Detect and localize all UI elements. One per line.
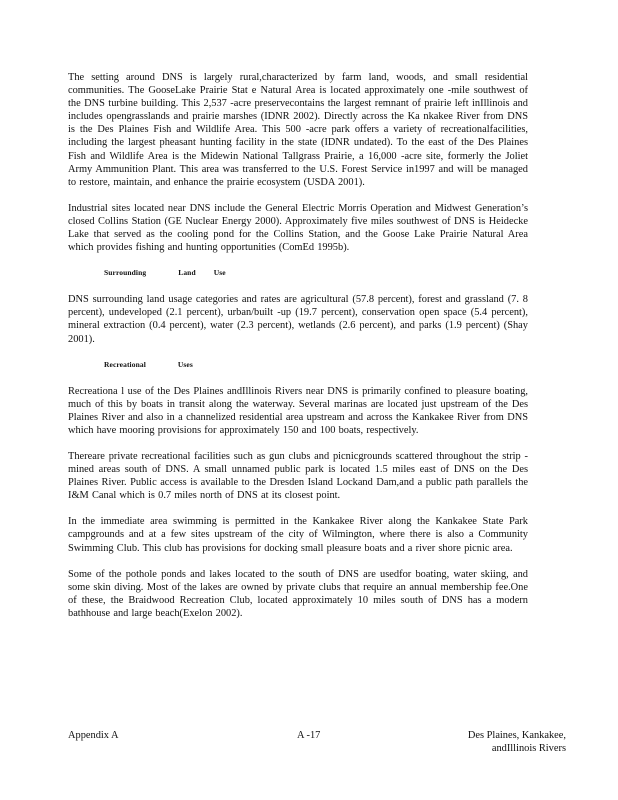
- footer-page-number: A -17: [297, 730, 321, 741]
- subheading-word: Recreational: [104, 359, 146, 369]
- subheading-word: Land: [178, 268, 196, 278]
- subheading-word: Surrounding: [104, 268, 147, 278]
- paragraph-recreational-use: Recreationa l use of the Des Plaines andIllinois Rivers near DNS is primarily confined to pleasure boating, much of this by boats in transit along the waterway. Several marinas are located just upstream of the Des Plaines River and also in a channelized residential area upstream and across the Kankakee River from DNS which have mooring provisions for approximately 150 and 100 boats, respectively.: [68, 385, 528, 436]
- footer-appendix-label: Appendix A: [68, 730, 119, 741]
- footer-section-title: [468, 729, 566, 755]
- subheading-recreational-uses: [104, 359, 528, 371]
- paragraph-private-facilities: Thereare private recreational facilities such as gun clubs and picnicgrounds scattered throughout the strip -mined areas south of DNS. A small unnamed public park is located 1.5 miles east of DNS on the Des Plaines River. Public access is available to the Dresden Island Lockand Dam,and a public path parallels the I&M Canal which is 0.7 miles north of DNS at its closest point.: [68, 450, 528, 502]
- subheading-word: Use: [213, 268, 226, 278]
- subheading-surrounding-land-use: [104, 267, 528, 279]
- paragraph-land-usage: DNS surrounding land usage categories and rates are agricultural (57.8 percent), forest and grassland (7. 8 percent), undeveloped (2.1 percent), urban/built -up (19.7 percent), conservation open space (5.4 percent), mineral extraction (0.4 percent), water (2.3 percent), wetlands (2.6 percent), and parks (1.9 percent) (Shay 2001).: [68, 294, 528, 345]
- paragraph-swimming: In the immediate area swimming is permitted in the Kankakee River along the Kankakee State Park campgrounds and at a few sites upstream of the city of Wilmington, where there is also a Community Swimming Club. This club has provisions for docking small pleasure boats and a river shore picnic area.: [68, 516, 528, 554]
- footer-section-line: Des Plaines, Kankakee,: [467, 730, 566, 741]
- paragraph-setting: The setting around DNS is largely rural,characterized by farm land, woods, and small residential communities. The GooseLake Prairie Stat e Natural Area is located approximately one -mile southwest of the DNS turbine building. This 2,537 -acre preservecontains the largest remnant of prairie left inIllinois and includes opengrasslands and prairie marshes (IDNR 2002). Directly across the Ka nkakee River from DNS is the Des Plaines Fish and Wildlife Area. This 500 -acre park offers a variety of recreationalfacilities, including the largest pheasant hunting facility in the state (IDNR undated). To the east of the Des Plaines Fish and Wildlife Area is the Midewin National Tallgrass Prairie, a 16,000 -acre site, formerly the Joliet Army Ammunition Plant. This area was transferred to the U.S. Forest Service in1997 and will be managed to restore, maintain, and enhance the prairie ecosystem (USDA 2001).: [68, 72, 528, 188]
- subheading-word: Uses: [177, 359, 193, 369]
- body-text: [68, 71, 528, 633]
- footer-section-line: andIllinois Rivers: [491, 743, 566, 754]
- paragraph-pothole-ponds: Some of the pothole ponds and lakes located to the south of DNS are usedfor boating, water skiing, and some skin diving. Most of the lakes are owned by private clubs that require an annual membership fee.One of these, the Braidwood Recreation Club, located approximately 10 miles south of DNS has a modern bathhouse and large beach(Exelon 2002).: [68, 568, 528, 619]
- paragraph-industrial: Industrial sites located near DNS include the General Electric Morris Operation and Midwest Generation’s closed Collins Station (GE Nuclear Energy 2000). Approximately five miles southwest of DNS is Heidecke Lake that served as the cooling pond for the Collins Station, and the Goose Lake Prairie Natural Area which provides fishing and hunting opportunities (ComEd 1995b).: [68, 202, 528, 254]
